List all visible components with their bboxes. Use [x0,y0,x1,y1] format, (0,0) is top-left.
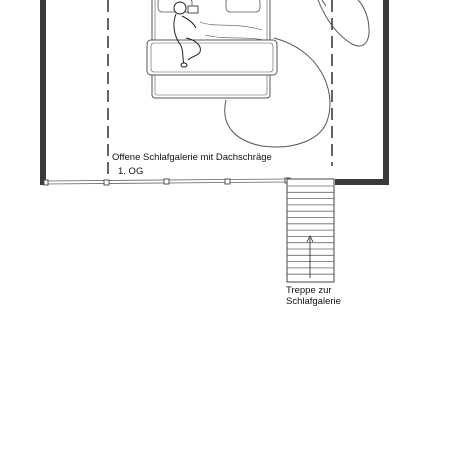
person-head [174,2,186,14]
left-wall [40,0,46,185]
person-foot [181,63,187,67]
stair-label-line2: Schlafgalerie [286,296,341,307]
bed [147,0,277,98]
railing-post [44,180,48,185]
pillow-right [226,0,260,12]
right-bottom-wall [335,179,389,185]
railing-post [225,179,230,184]
stair-label-line1: Treppe zur [286,285,332,296]
railing-post [164,179,169,184]
book [188,6,198,13]
mattress-inner [151,43,273,72]
right-wall [383,0,389,185]
wardrobe-curve [318,0,369,46]
gallery-floor-label: 1. OG [118,166,144,177]
gallery-title-label: Offene Schlafgalerie mit Dachschräge [112,152,272,163]
railing-post [104,180,109,185]
railing [44,178,290,185]
curve-detail [322,0,326,6]
staircase [287,179,334,282]
